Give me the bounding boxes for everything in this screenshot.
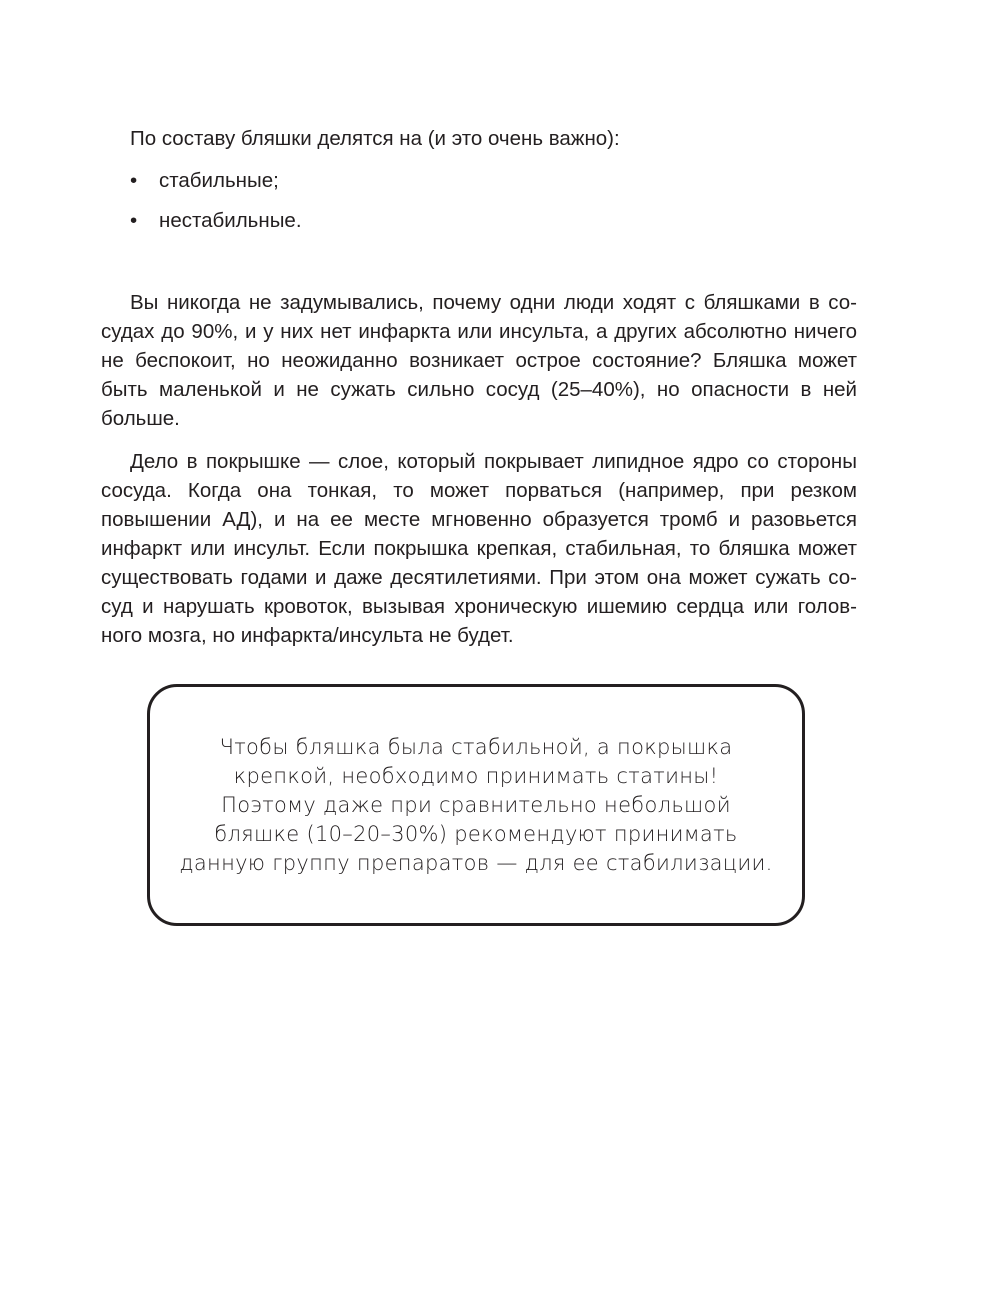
bullet-list: [130, 166, 302, 246]
callout-line: Поэтому даже при сравнительно небольшой: [221, 793, 731, 817]
list-item: [130, 166, 302, 196]
list-item-text: стабильные;: [159, 169, 279, 192]
list-item-text: нестабильные.: [159, 209, 302, 232]
callout-line: Чтобы бляшка была стабильной, а покрышка: [219, 735, 733, 759]
bullet-icon: •: [130, 169, 138, 192]
list-item: [130, 206, 302, 236]
callout-line: данную группу препаратов — для ее стабилизации.: [179, 851, 773, 875]
callout-box: [147, 684, 805, 926]
paragraph: Дело в покрышке — слое, который покрывает липидное ядро со стороны сосуда. Когда она тонкая, то может порваться (например, при резком повышении АД), и на ее месте мгновенно образуется тромб и разовьется инфаркт или инсульт. Если покрышка крепкая, стабильная, то бляшка может существовать годами и даже десятилетиями. При этом она может сужать сосуд и нарушать кровоток, вызывая хроническую ишемию сердца или головного мозга, но инфаркта/инсульта не будет.: [101, 450, 857, 647]
callout-text: [150, 733, 802, 878]
bullet-icon: •: [130, 209, 138, 232]
callout-line: крепкой, необходимо принимать статины!: [233, 764, 719, 788]
callout-line: бляшке (10–20–30%) рекомендуют принимать: [214, 822, 738, 846]
intro-text: По составу бляшки делятся на (и это очень важно):: [130, 127, 620, 150]
paragraph: Вы никогда не задумывались, почему одни люди ходят с бляшками в сосудах до 90%, и у них нет инфаркта или инсульта, а других абсолютно ничего не беспокоит, но неожиданно возникает острое состояние? Бляшка может быть маленькой и не сужать сильно сосуд (25–40%), но опасности в ней больше.: [101, 291, 857, 430]
